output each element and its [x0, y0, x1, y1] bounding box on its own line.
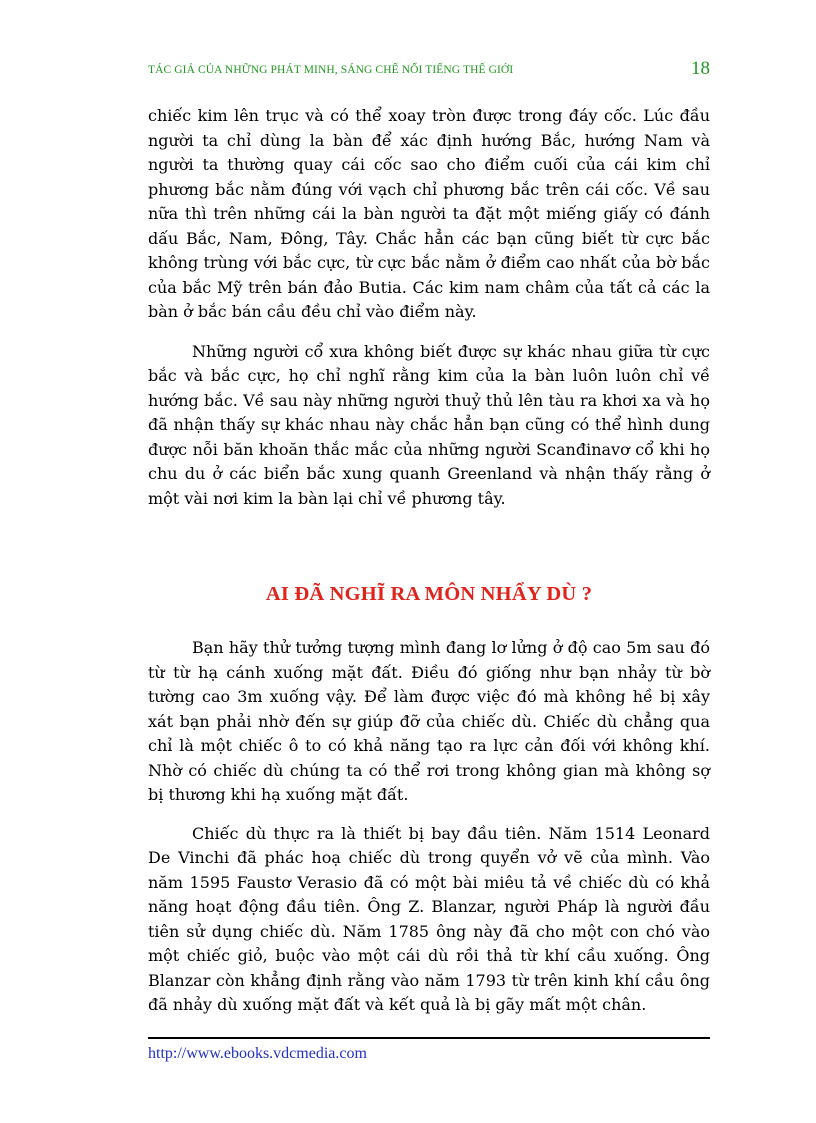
title-spacer	[148, 606, 710, 636]
section-title: AI ĐÃ NGHĨ RA MÔN NHẨY DÙ ?	[265, 583, 593, 605]
paragraph-spacer	[148, 808, 710, 822]
paragraph-compass-continued: chiếc kim lên trục và có thể xoay tròn được trong đáy cốc. Lúc đầu người ta chỉ dùng la bàn để xác định hướng Bắc, hướng Nam và người ta thường quay cái cốc sao cho điểm cuối của cái kim chỉ phương bắc nằm đúng với vạch chỉ phương bắc trên cái cốc. Về sau nữa thì trên những cái la bàn người ta đặt một miếng giấy có đánh dấu Bắc, Nam, Đông, Tây. Chắc hẳn các bạn cũng biết từ cực bắc không trùng với bắc cực, từ cực bắc nằm ở điểm cao nhất của bờ bắc của bắc Mỹ trên bán đảo Butia. Các kim nam châm của tất cả các la bàn ở bắc bán cầu đều chỉ vào điểm này.	[148, 106, 710, 321]
paragraph-parachute-history: Chiếc dù thực ra là thiết bị bay đầu tiên. Năm 1514 Leonard De Vinchi đã phác hoạ chiếc dù trong quyển vở vẽ của mình. Vào năm 1595 Faustơ Verasio đã có một bài miêu tả về chiếc dù có khả năng hoạt động đầu tiên. Ông Z. Blanzar, người Pháp là người đầu tiên sử dụng chiếc dù. Năm 1785 ông này đã cho một con chó vào một chiếc giỏ, buộc vào một cái dù rồi thả từ khí cầu xuống. Ông Blanzar còn khẳng định rằng vào năm 1793 từ trên kinh khí cầu ông đã nhảy dù xuống mặt đất và kết quả là bị gãy mất một chân.	[148, 823, 710, 1014]
footer-website-link[interactable]: http://www.ebooks.vdcmedia.com	[148, 1045, 367, 1062]
header-title: TÁC GIẢ CỦA NHỮNG PHÁT MINH, SÁNG CHẾ NỔI TIẾNG THẾ GIỚI	[148, 64, 514, 76]
page-body	[148, 104, 710, 1018]
page-number: 18	[691, 58, 710, 79]
paragraph-parachute-intro: Bạn hãy thử tưởng tượng mình đang lơ lửng ở độ cao 5m sau đó từ từ hạ cánh xuống mặt đất. Điều đó giống như bạn nhảy từ bờ tường cao 3m xuống vậy. Để làm được việc đó mà không hề bị xây xát bạn phải nhờ đến sự giúp đỡ của chiếc dù. Chiếc dù chẳng qua chỉ là một chiếc ô to có khả năng tạo ra lực cản đối với không khí. Nhờ có chiếc dù chúng ta có thể rơi trong không gian mà không sợ bị thương khi hạ xuống mặt đất.	[148, 638, 710, 804]
section-spacer	[148, 511, 710, 583]
page-header	[148, 58, 710, 86]
paragraph-spacer	[148, 325, 710, 340]
footer-divider	[148, 1037, 710, 1039]
paragraph-ancient-navigators: Những người cổ xưa không biết được sự khác nhau giữa từ cực bắc và bắc cực, họ chỉ nghĩ rằng kim của la bàn luôn luôn chỉ về hướng bắc. Về sau này những người thuỷ thủ lên tàu ra khơi xa và họ đã nhận thấy sự khác nhau này chắc hẳn bạn cũng có thể hình dung được nỗi băn khoăn thắc mắc của những người Scanđinavơ cổ khi họ chu du ở các biển bắc xung quanh Greenland và nhận thấy rằng ở một vài nơi kim la bàn lại chỉ về phương tây.	[148, 341, 710, 508]
